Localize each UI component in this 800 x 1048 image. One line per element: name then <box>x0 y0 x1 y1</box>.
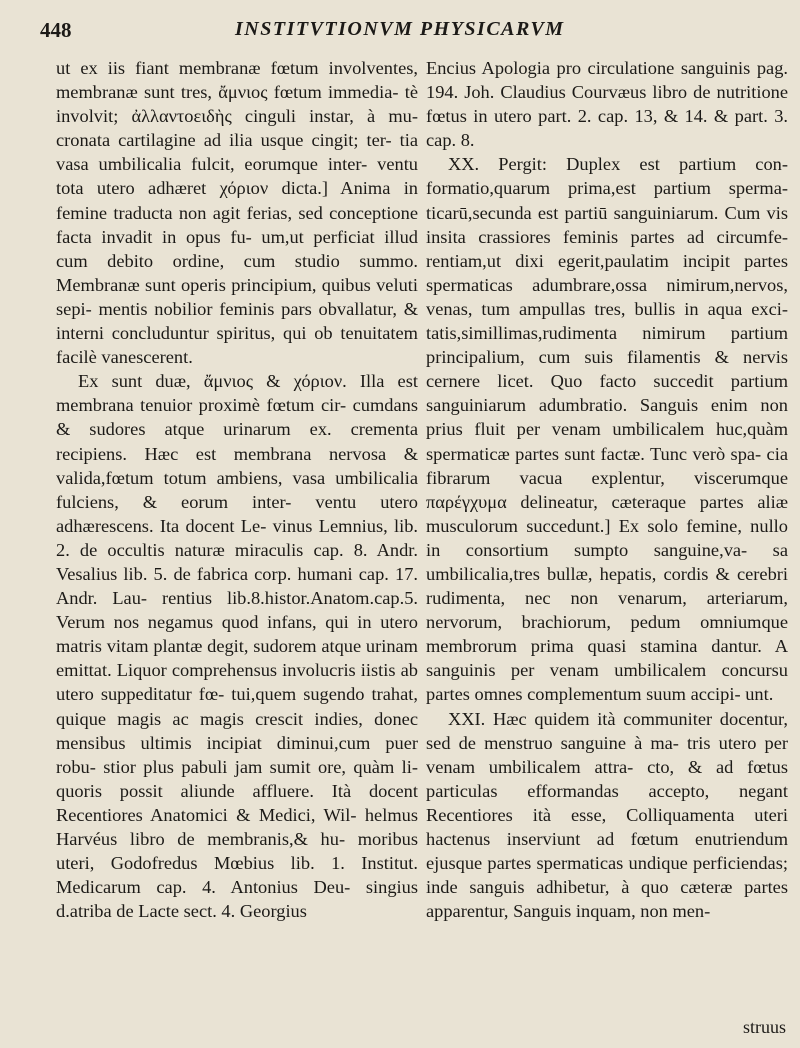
page-header <box>40 12 776 48</box>
right-paragraph-3: XXI. Hæc quidem ità communiter docentur, sed de menstruo sanguine à ma- tris utero per venam umbilicalem attra- cto, & ad fœtus particulas efformandas accepto, negant Recentiores ità esse, Colliquamenta uteri hactenus inserviunt ad fœtum enutriendum ejusque partes spermaticas undique perficiendas; inde sanguis adhibetur, à quo cæteræ partes apparentur, Sanguis inquam, non men- <box>426 708 788 922</box>
running-head: INSTITVTIONVM PHYSICARVM <box>235 18 565 40</box>
catchword: struus <box>742 1017 786 1037</box>
left-column <box>56 56 418 923</box>
left-paragraph-1: ut ex iis fiant membranæ fœtum involventes, membranæ sunt tres, ἄμνιος fœtum immedia- tè involvit; ἀλλαντοειδὴς cinguli instar, à mu- cronata cartilagine ad ilia usque cingit; ter- tia vasa umbilicalia fulcit, eorumque inter- ventu tota utero adhæret χόριον dicta.] Anima in femine traducta non agit ferias, sed conceptione facta invadit in opus fu- um,ut perficiat illud cum debito ordine, cum studio summo. Membranæ sunt operis principium, quibus veluti sepi- mentis nobilior feminis pars obvallatur, & interni concluduntur spiritus, qui ob tenuitatem facilè vanescerent. <box>56 58 418 368</box>
page-number: 448 <box>40 18 72 42</box>
right-paragraph-1: Encius Apologia pro circulatione sanguinis pag. 194. Joh. Claudius Courvæus libro de nutritione fœtus in utero part. 2. cap. 13, & 14. & part. 3. cap. 8. <box>426 58 788 151</box>
right-paragraph-2: XX. Pergit: Duplex est partium con- formatio,quarum prima,est partium sperma- ticarū,secunda est partiū sanguiniarum. Cum vis insita crassiores feminis partes ad circumfe- rentiam,ut dixi egerit,paulatim incipit partes spermaticas adumbrare,ossa nimirum,nervos, venas, tum ampullas tres, bullis in aqua exci- tatis,simillimas,rudimenta nimirum partium principalium, cum suis filamentis & nervis cernere licet. Quo facto succedit partium sanguiniarum adumbratio. Sanguis enim non prius fluit per venam umbilicalem huc,quàm spermaticæ partes sunt factæ. Tunc verò spa- cia fibrarum vacua explentur, viscerumque παρέγχυμα delineatur, cæteraque partes aliæ musculorum succedunt.] Ex solo femine, nullo in consortium sumpto sanguine,va- sa umbilicalia,tres bullæ, hepatis, cordis & cerebri rudimenta, nec non venarum, arteriarum, nervorum, brachiorum, pedum omniumque membrorum prima quasi stamina dantur. A sanguinis per venam umbilicalem concursu partes omnes complementum suum accipi- unt. <box>426 154 788 705</box>
right-column <box>426 56 788 923</box>
left-paragraph-2: Ex sunt duæ, ἄμνιος & χόριον. Illa est membrana tenuior proximè fœtum cir- cumdans & sudores atque urinarum ex. crementa recipiens. Hæc est membrana nervosa & valida,fœtum totum ambiens, vasa umbilicalia fulciens, & eorum inter- ventu utero adhærescens. Ita docent Le- vinus Lemnius, lib. 2. de occultis naturæ miraculis cap. 8. Andr. Vesalius lib. 5. de fabrica corp. humani cap. 17. Andr. Lau- rentius lib.8.histor.Anatom.cap.5. Verum nos negamus quod infans, qui in utero matris vitam plantæ degit, sudorem atque urinam emittat. Liquor comprehensus involucris iistis ab utero suppeditatur fœ- tui,quem sugendo trahat, quique magis ac magis crescit indies, donec mensibus ultimis incipiat diminui,cum puer robu- stior plus pabuli jam sumit ore, quàm li- quoris possit aliunde affluere. Ità docent Recentiores Anatomici & Medici, Wil- helmus Harvéus libro de membranis,& hu- moribus uteri, Godofredus Mœbius lib. 1. Institut. Medicarum cap. 4. Antonius Deu- singius d.atriba de Lacte sect. 4. Georgius <box>56 371 418 922</box>
